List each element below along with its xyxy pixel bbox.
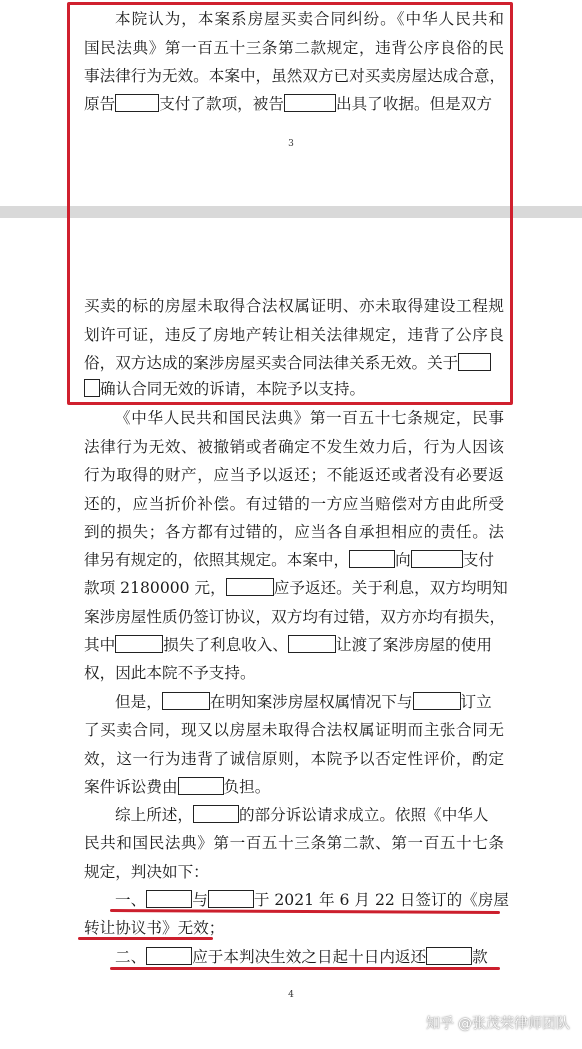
text-segment: 一、 (115, 891, 147, 909)
text-segment: 于 2021 年 6 月 22 日签订的《房屋 (253, 891, 509, 909)
underline-mark (110, 967, 500, 970)
paragraph-line: 规定，判决如下： (84, 863, 209, 881)
text-segment: 订立 (460, 693, 492, 711)
redaction-box (193, 805, 239, 823)
watermark (426, 1013, 570, 1033)
paragraph-line: 权，因此本院不予支持。 (84, 664, 256, 682)
text-segment: 在明知案涉房屋权属情况下与 (209, 693, 413, 711)
text-segment: 但是， (115, 693, 162, 711)
paragraph-line (84, 635, 504, 655)
paragraph-line: 事法律行为无效。本案中，虽然双方已对买卖房屋达成合意， (84, 67, 506, 85)
paragraph-line (84, 692, 504, 712)
text-segment: 款项 2180000 元， (84, 579, 226, 597)
paragraph-line (84, 805, 504, 825)
watermark-author: @张茂荣律师团队 (458, 1016, 570, 1032)
text-segment: 案件诉讼费由 (84, 778, 178, 796)
redaction-box (349, 550, 395, 568)
page-number: 3 (288, 139, 294, 149)
paragraph-line (84, 578, 508, 598)
text-segment: 原告 (84, 95, 116, 113)
text-segment: 支付 (462, 551, 494, 569)
watermark-site: 知乎 (426, 1016, 454, 1032)
text-segment: 损失了利息收入、 (163, 636, 288, 654)
text-segment: 向 (395, 551, 411, 569)
paragraph-line: 案涉房屋性质仍签订协议，双方均有过错，双方亦均有损失， (84, 608, 506, 626)
text-segment: 与 (192, 891, 208, 909)
text-segment: 综上所述， (115, 806, 193, 824)
text-segment: 让渡了案涉房屋的使用 (335, 636, 492, 654)
paragraph-line: 效，这一行为违背了诚信原则，本院予以否定性评价，酌定 (84, 750, 504, 768)
text-segment: 律另有规定的，依照其规定。本案中， (84, 551, 350, 569)
paragraph-line: 划许可证，违反了房地产转让相关法律规定，违背了公序良 (84, 326, 504, 344)
redaction-box (426, 947, 472, 965)
redaction-box (411, 550, 463, 568)
redaction-box (162, 692, 210, 710)
redaction-box (413, 692, 461, 710)
paragraph-line: 还的，应当折价补偿。有过错的一方应当赔偿对方由此所受 (84, 495, 504, 513)
text-segment: 确认合同无效的诉请，本院予以支持。 (100, 380, 366, 398)
paragraph-line (84, 777, 504, 797)
text-segment: 二、 (115, 948, 147, 966)
text-segment: 负担。 (223, 778, 271, 796)
paragraph-line: 《中华人民共和国民法典》第一百五十七条规定，民事 (115, 409, 504, 427)
paragraph-line: 民共和国民法典》第一百五十三条第二款、第一百五十七条 (84, 834, 504, 852)
paragraph-line: 行为取得的财产，应当予以返还；不能返还或者没有必要返 (84, 466, 504, 484)
text-segment: 支付了款项，被告 (159, 95, 284, 113)
text-segment: 应予返还。关于利息，双方均明知 (273, 579, 508, 597)
redaction-box (146, 890, 192, 908)
paragraph-line: 法律行为无效、被撤销或者确定不发生效力后，行为人因该 (84, 438, 504, 456)
page-number: 4 (288, 990, 294, 1000)
judgment-item-1-cont: 转让协议书》无效； (84, 919, 225, 937)
underline-mark (78, 937, 213, 940)
text-segment: 应于本判决生效之日起十日内返还 (192, 948, 427, 966)
judgment-item-2 (84, 947, 504, 967)
judgment-item-1 (84, 890, 509, 910)
text-segment: 的部分诉讼请求成立。依照《中华人 (238, 806, 489, 824)
paragraph-line: 了买卖合同，现又以房屋未取得合法权属证明而主张合同无 (84, 721, 504, 739)
redaction-box (178, 777, 224, 795)
redaction-box (288, 635, 336, 653)
redaction-box (115, 635, 163, 653)
paragraph-line: 本院认为，本案系房屋买卖合同纠纷。《中华人民共和 (115, 10, 504, 28)
redaction-box (208, 890, 254, 908)
paragraph-line: 到的损失；各方都有过错的，应当各自承担相应的责任。法 (84, 523, 504, 541)
redaction-box (226, 578, 274, 596)
highlight-box (67, 2, 513, 405)
paragraph-line: 国民法典》第一百五十三条第二款规定，违背公序良俗的民 (84, 39, 504, 57)
paragraph-line: 买卖的标的房屋未取得合法权属证明、亦未取得建设工程规 (84, 297, 504, 315)
text-segment: 其中 (84, 636, 116, 654)
text-segment: 款 (472, 948, 488, 966)
text-segment: 出具了收据。但是双方 (335, 95, 492, 113)
paragraph-line (84, 550, 504, 570)
text-segment: 俗，双方达成的案涉房屋买卖合同法律关系无效。关于 (84, 354, 459, 372)
redaction-box (146, 947, 192, 965)
